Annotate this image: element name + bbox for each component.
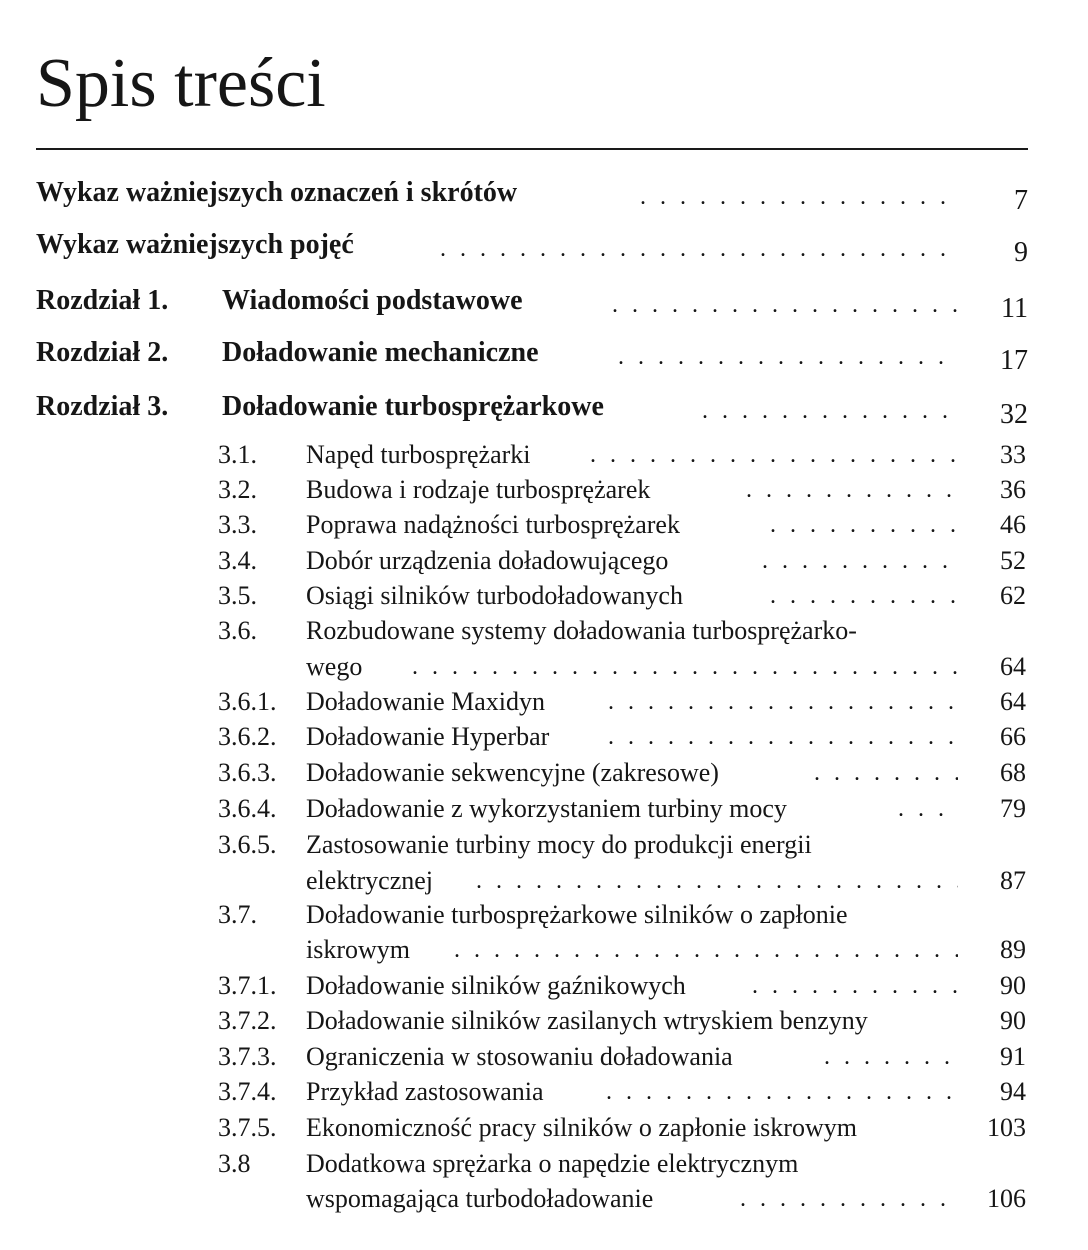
toc-section-number: 3.4. [218, 546, 257, 575]
toc-section-number: 3.1. [218, 440, 257, 469]
toc-entry-title: Osiągi silników turbodoładowanych [306, 581, 683, 610]
toc-page-number: 68 [1000, 758, 1026, 787]
toc-entry-title: Napęd turbosprężarki [306, 440, 531, 469]
toc-page-number: 46 [1000, 510, 1026, 539]
toc-chapter-number: Rozdział 3. [36, 391, 169, 422]
toc-section-number: 3.7.3. [218, 1042, 277, 1071]
dot-leader [746, 473, 958, 507]
dot-leader [824, 1040, 958, 1074]
dot-leader [454, 933, 958, 967]
toc-entry-title: Doładowanie turbosprężarkowe [222, 391, 604, 422]
dot-leader [740, 1182, 958, 1216]
dot-leader [590, 438, 958, 472]
dot-leader [412, 650, 958, 684]
toc-entry-title: Dodatkowa sprężarka o napędzie elektrycznym [306, 1149, 799, 1178]
toc-entry-title: Wykaz ważniejszych pojęć [36, 229, 354, 260]
toc-page-number: 64 [1000, 652, 1026, 681]
toc-page-number: 52 [1000, 546, 1026, 575]
toc-section-number: 3.7.2. [218, 1006, 277, 1035]
toc-page-number: 89 [1000, 935, 1026, 964]
toc-page-number: 103 [987, 1113, 1026, 1142]
dot-leader [770, 579, 958, 613]
dot-leader [476, 864, 958, 898]
toc-entry-title: Zastosowanie turbiny mocy do produkcji energii [306, 830, 812, 859]
toc-entry-title: Ekonomiczność pracy silników o zapłonie iskrowym [306, 1113, 857, 1142]
toc-page-number: 64 [1000, 687, 1026, 716]
dot-leader [606, 1075, 958, 1109]
toc-page-number: 36 [1000, 475, 1026, 504]
dot-leader [770, 508, 958, 542]
toc-page-number: 90 [1000, 971, 1026, 1000]
toc-section-number: 3.7. [218, 900, 257, 929]
toc-entry-title: Doładowanie silników gaźnikowych [306, 971, 686, 1000]
dot-leader [608, 685, 958, 719]
toc-entry-title: Doładowanie turbosprężarkowe silników o zapłonie [306, 900, 848, 929]
toc-entry-title: Doładowanie silników zasilanych wtryskiem benzyny [306, 1006, 868, 1035]
toc-entry-title-continued: iskrowym [306, 935, 410, 964]
toc-entry-title: Przykład zastosowania [306, 1077, 544, 1106]
dot-leader [762, 544, 958, 578]
toc-entry-title: Ograniczenia w stosowaniu doładowania [306, 1042, 733, 1071]
toc-entry-title: Doładowanie z wykorzystaniem turbiny mocy [306, 794, 787, 823]
toc-entry-title: Doładowanie sekwencyjne (zakresowe) [306, 758, 719, 787]
dot-leader [618, 340, 958, 374]
dot-leader [898, 792, 958, 826]
toc-page-number: 91 [1000, 1042, 1026, 1071]
toc-entry-title: Doładowanie Maxidyn [306, 687, 546, 716]
toc-page-number: 106 [987, 1184, 1026, 1213]
toc-page-number: 17 [1000, 345, 1028, 376]
page-title: Spis treści [36, 45, 326, 122]
toc-page-number: 62 [1000, 581, 1026, 610]
toc-entry-title: Budowa i rodzaje turbosprężarek [306, 475, 651, 504]
toc-section-number: 3.6.5. [218, 830, 277, 859]
toc-section-number: 3.7.5. [218, 1113, 277, 1142]
toc-entry-title: Poprawa nadążności turbosprężarek [306, 510, 680, 539]
toc-entry-title-continued: wego [306, 652, 363, 681]
toc-page-number: 11 [1001, 293, 1028, 324]
dot-leader [612, 288, 958, 322]
toc-page-number: 79 [1000, 794, 1026, 823]
toc-section-number: 3.8 [218, 1149, 251, 1178]
toc-section-number: 3.2. [218, 475, 257, 504]
toc-page-number: 66 [1000, 722, 1026, 751]
toc-section-number: 3.7.4. [218, 1077, 277, 1106]
toc-entry-title: Dobór urządzenia doładowującego [306, 546, 669, 575]
dot-leader [702, 394, 958, 428]
dot-leader [752, 969, 958, 1003]
toc-entry-title: Rozbudowane systemy doładowania turbosprężarko- [306, 616, 857, 645]
toc-section-number: 3.6.4. [218, 794, 277, 823]
toc-entry-title: Doładowanie Hyperbar [306, 722, 550, 751]
toc-section-number: 3.6.2. [218, 722, 277, 751]
dot-leader [814, 756, 958, 790]
toc-section-number: 3.7.1. [218, 971, 277, 1000]
toc-page-number: 90 [1000, 1006, 1026, 1035]
toc-entry-title: Wiadomości podstawowe [222, 285, 523, 316]
toc-page-number: 33 [1000, 440, 1026, 469]
toc-page-number: 94 [1000, 1077, 1026, 1106]
toc-section-number: 3.6.3. [218, 758, 277, 787]
toc-page-number: 9 [1014, 237, 1028, 268]
toc-entry-title: Doładowanie mechaniczne [222, 337, 539, 368]
toc-page-number: 32 [1000, 399, 1028, 430]
toc-page-number: 7 [1014, 185, 1028, 216]
toc-section-number: 3.6. [218, 616, 257, 645]
toc-entry-title-continued: elektrycznej [306, 866, 434, 895]
dot-leader [608, 720, 958, 754]
toc-entry-title: Wykaz ważniejszych oznaczeń i skrótów [36, 177, 518, 208]
dot-leader [640, 180, 958, 214]
toc-section-number: 3.5. [218, 581, 257, 610]
toc-section-number: 3.6.1. [218, 687, 277, 716]
toc-page-number: 87 [1000, 866, 1026, 895]
title-divider [36, 148, 1028, 150]
toc-chapter-number: Rozdział 1. [36, 285, 169, 316]
toc-chapter-number: Rozdział 2. [36, 337, 169, 368]
dot-leader [440, 232, 958, 266]
toc-entry-title-continued: wspomagająca turbodoładowanie [306, 1184, 654, 1213]
toc-section-number: 3.3. [218, 510, 257, 539]
